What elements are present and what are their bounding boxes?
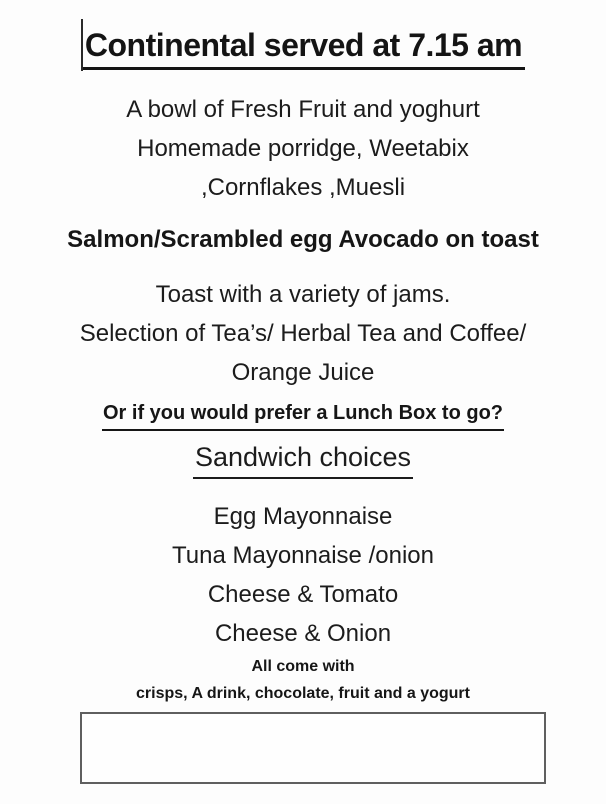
included-note-details: crisps, A drink, chocolate, fruit and a yogurt <box>136 685 470 702</box>
text-cursor <box>81 19 83 71</box>
included-note-heading: All come with <box>251 658 355 675</box>
page-title-text: Continental served at 7.15 am <box>84 27 523 63</box>
menu-line-orange-juice: Orange Juice <box>231 359 375 386</box>
menu-line-toast-jams: Toast with a variety of jams. <box>155 281 451 308</box>
breakfast-items-group <box>0 90 606 207</box>
menu-line-salmon-egg-avocado: Salmon/Scrambled egg Avocado on toast <box>67 226 539 253</box>
menu-line-tea-coffee: Selection of Tea’s/ Herbal Tea and Coffee/ <box>79 320 527 347</box>
sandwich-option-tuna-mayonnaise: Tuna Mayonnaise /onion <box>172 542 434 569</box>
empty-writing-box[interactable] <box>80 712 546 784</box>
page-title <box>0 24 606 70</box>
menu-line-cornflakes-muesli: ,Cornflakes ,Muesli <box>200 174 406 201</box>
sandwich-option-egg-mayonnaise: Egg Mayonnaise <box>213 503 393 530</box>
sandwich-choices-heading-text: Sandwich choices <box>193 439 413 479</box>
toast-and-drinks-group <box>0 275 606 392</box>
menu-line-porridge-weetabix: Homemade porridge, Weetabix <box>137 135 469 162</box>
sandwich-option-cheese-onion: Cheese & Onion <box>214 620 392 647</box>
page-title-underline <box>81 24 525 70</box>
sandwich-option-cheese-tomato: Cheese & Tomato <box>207 581 399 608</box>
sandwich-options-group <box>0 497 606 653</box>
lunchbox-prompt-text: Or if you would prefer a Lunch Box to go? <box>102 398 504 431</box>
sandwich-choices-heading <box>0 439 606 479</box>
lunchbox-prompt <box>0 398 606 431</box>
menu-line-fruit-yoghurt: A bowl of Fresh Fruit and yoghurt <box>126 96 480 123</box>
